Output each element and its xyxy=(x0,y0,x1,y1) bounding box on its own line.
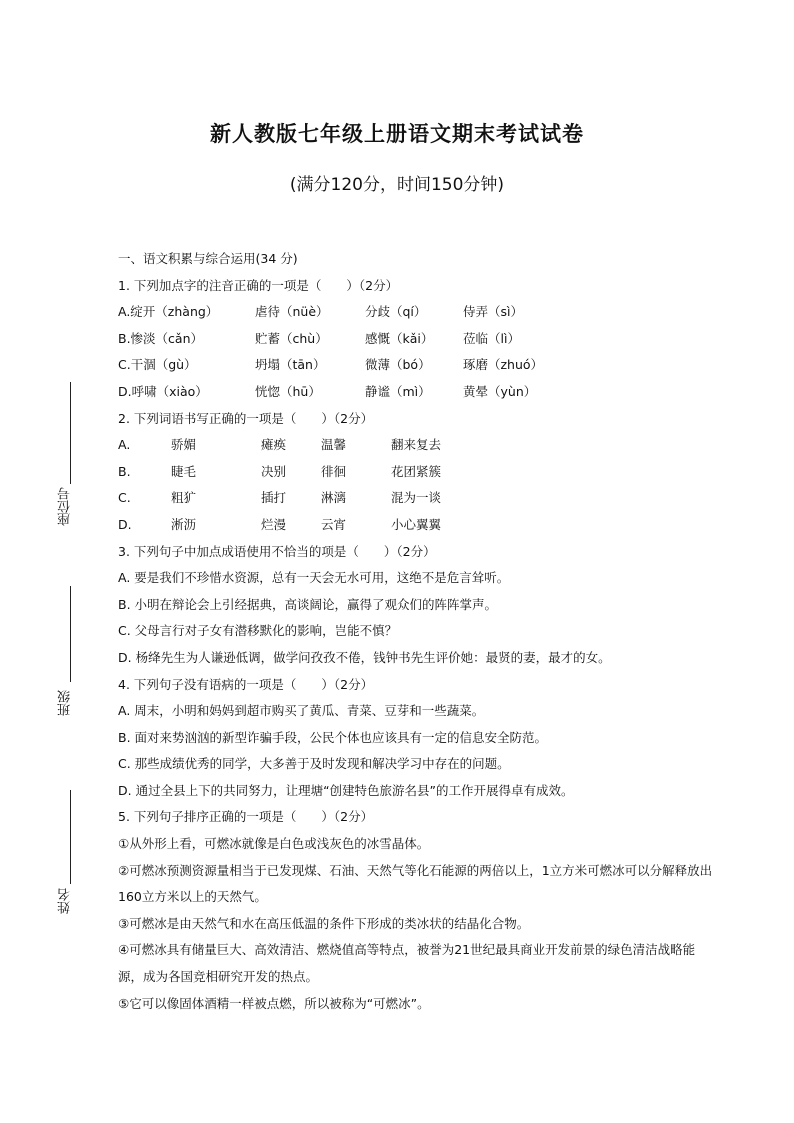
q1-c-3: 微薄（bó） xyxy=(365,357,431,373)
q1-option-b xyxy=(118,326,718,353)
q2-b-2: 决别 xyxy=(261,463,287,479)
q1-a-1: A.绽开（zhàng） xyxy=(118,304,219,320)
q1-a-4: 侍弄（sì） xyxy=(463,304,523,320)
q2-a-letter: A. xyxy=(118,437,131,453)
q1-a-3: 分歧（qí） xyxy=(365,304,427,320)
q2-b-1: 睫毛 xyxy=(171,463,197,479)
q2-option-a xyxy=(118,432,718,459)
q4-stem: 4. 下列句子没有语病的一项是（ ）（2分） xyxy=(118,676,374,692)
exam-title: 新人教版七年级上册语文期末考试试卷 xyxy=(210,122,584,146)
seat-number-label: 座位号 xyxy=(58,487,73,526)
q4-option-d: D. 通过全县上下的共同努力，让理塘“创建特色旅游名县”的工作开展得卓有成效。 xyxy=(118,782,574,798)
q5-item-5: ⑤它可以像固体酒精一样被点燃，所以被称为“可燃冰”。 xyxy=(118,995,430,1011)
q2-c-3: 淋漓 xyxy=(321,490,347,506)
q1-d-1: D.呼啸（xiào） xyxy=(118,383,208,399)
q1-option-d xyxy=(118,379,718,406)
q5-stem: 5. 下列句子排序正确的一项是（ ）（2分） xyxy=(118,809,374,825)
q2-c-2: 插打 xyxy=(261,490,287,506)
q2-c-1: 粗犷 xyxy=(171,490,197,506)
q2-d-1: 淅沥 xyxy=(171,516,197,532)
q2-d-3: 云宵 xyxy=(321,516,347,532)
q2-a-3: 温馨 xyxy=(321,437,347,453)
class-line xyxy=(70,586,71,682)
q2-option-b xyxy=(118,459,718,486)
q2-a-4: 翻来复去 xyxy=(391,437,442,453)
q3-stem: 3. 下列句子中加点成语使用不恰当的项是（ ）（2分） xyxy=(118,543,436,559)
q2-a-1: 骄媚 xyxy=(171,437,197,453)
name-label: 姓名 xyxy=(58,888,73,914)
class-label: 班级 xyxy=(58,690,73,716)
q1-b-4: 莅临（lì） xyxy=(463,330,520,346)
q1-d-2: 恍惚（hū） xyxy=(255,383,321,399)
q1-b-2: 贮蓄（chù） xyxy=(255,330,328,346)
q2-d-letter: D. xyxy=(118,516,132,532)
q1-d-3: 静谧（mì） xyxy=(365,383,431,399)
q3-option-c: C. 父母言行对子女有潜移默化的影响，岂能不慎？ xyxy=(118,623,398,639)
q1-c-1: C.干涸（gù） xyxy=(118,357,197,373)
q2-c-letter: C. xyxy=(118,490,131,506)
q1-a-2: 虐待（nüè） xyxy=(255,304,329,320)
q2-d-2: 烂漫 xyxy=(261,516,287,532)
q5-item-3: ③可燃冰是由天然气和水在高压低温的条件下形成的类冰状的结晶化合物。 xyxy=(118,915,530,931)
q5-item-4: ④可燃冰具有储量巨大、高效清洁、燃烧值高等特点，被誉为21世纪最具商业开发前景的绿色清洁战略能源，成为各国竞相研究开发的热点。 xyxy=(118,942,696,985)
name-line xyxy=(70,790,71,884)
q5-item-2: ②可燃冰预测资源量相当于已发现煤、石油、天然气等化石能源的两倍以上，1立方米可燃冰可以分解释放出160立方米以上的天然气。 xyxy=(118,862,713,905)
q2-a-2: 瘫痪 xyxy=(261,437,287,453)
q2-b-3: 徘徊 xyxy=(321,463,347,479)
q3-option-d: D. 杨绛先生为人谦逊低调，做学问孜孜不倦，钱钟书先生评价她：最贤的妻，最才的女。 xyxy=(118,649,611,665)
q5-item-1: ①从外形上看，可燃冰就像是白色或浅灰色的冰雪晶体。 xyxy=(118,836,430,852)
q4-option-a: A. 周末，小明和妈妈到超市购买了黄瓜、青菜、豆芽和一些蔬菜。 xyxy=(118,703,485,719)
q1-d-4: 黄晕（yùn） xyxy=(463,383,537,399)
seat-number-line xyxy=(70,382,71,484)
q3-option-a: A. 要是我们不珍惜水资源，总有一天会无水可用，这绝不是危言耸听。 xyxy=(118,570,510,586)
q1-stem: 1. 下列加点字的注音正确的一项是（ ）（2分） xyxy=(118,277,399,293)
q2-d-4: 小心翼翼 xyxy=(391,516,442,532)
exam-subtitle: (满分120分，时间150分钟) xyxy=(289,175,505,195)
q2-stem: 2. 下列词语书写正确的一项是（ ）（2分） xyxy=(118,410,374,426)
q3-option-b: B. 小明在辩论会上引经据典，高谈阔论，赢得了观众们的阵阵掌声。 xyxy=(118,596,498,612)
exam-content xyxy=(118,246,718,1017)
section-heading: 一、语文积累与综合运用(34 分) xyxy=(118,251,298,266)
q4-option-b: B. 面对来势汹汹的新型诈骗手段，公民个体也应该具有一定的信息安全防范。 xyxy=(118,729,548,745)
q2-b-4: 花团紧簇 xyxy=(391,463,442,479)
q1-b-1: B.惨淡（cǎn） xyxy=(118,330,204,346)
q1-option-a xyxy=(118,299,718,326)
q2-option-c xyxy=(118,485,718,512)
q1-b-3: 感慨（kǎi） xyxy=(365,330,434,346)
q2-b-letter: B. xyxy=(118,463,131,479)
q1-c-4: 琢磨（zhuó） xyxy=(463,357,544,373)
q4-option-c: C. 那些成绩优秀的同学，大多善于及时发现和解决学习中存在的问题。 xyxy=(118,756,510,772)
q2-option-d xyxy=(118,512,718,539)
q1-option-c xyxy=(118,352,718,379)
q2-c-4: 混为一谈 xyxy=(391,490,442,506)
q1-c-2: 坍塌（tān） xyxy=(255,357,326,373)
